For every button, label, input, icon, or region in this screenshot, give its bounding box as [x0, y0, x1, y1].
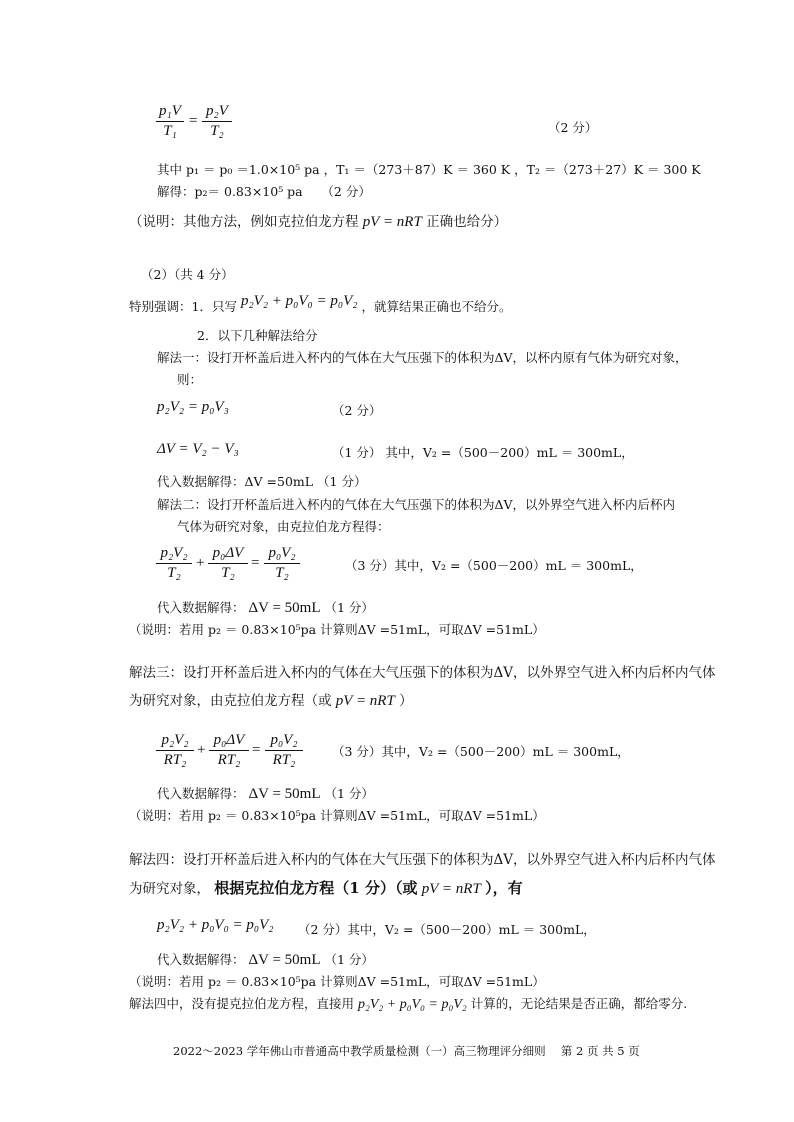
note-prefix: （说明：其他方法，例如克拉伯龙方程	[129, 214, 359, 230]
method1-score-a: （2 分）	[332, 403, 382, 418]
method1-result: 代入数据解得：ΔV =50mL （1 分）	[157, 474, 367, 489]
fraction-bar	[156, 563, 192, 564]
method3-note: （说明：若用 p₂ ＝ 0.83×10⁵pa 计算则ΔV =51mL，可取ΔV =51mL）	[129, 808, 545, 823]
method3-fraction-1	[156, 732, 194, 769]
method4-result	[157, 950, 374, 969]
method3-fraction-2	[209, 732, 249, 769]
plus-sign: +	[197, 742, 206, 758]
method4-line1: 解法四：设打开杯盖后进入杯内的气体在大气压强下的体积为ΔV，以外界空气进入杯内后杯内气体	[129, 852, 716, 868]
method2-line2: 气体为研究对象，由克拉伯龙方程得：	[177, 519, 390, 534]
denominator: T₂	[221, 565, 235, 581]
method1-line2: 则：	[177, 372, 203, 387]
fraction-bar	[156, 121, 184, 122]
method2-fraction-2	[208, 545, 248, 582]
final-equation: p₂V₂ + p₀V₀ = p₀V₂	[358, 997, 467, 1012]
result-equation: ΔV = 50mL	[248, 786, 321, 802]
fraction-p2V-T2	[202, 103, 232, 140]
result-score: （1 分）	[324, 952, 374, 967]
result-equation: ΔV = 50mL	[248, 600, 321, 616]
method1-score-b: （1 分） 其中，V₂ =（500－200）mL ＝ 300mL，	[332, 445, 634, 460]
result-prefix: 代入数据解得：	[157, 786, 245, 801]
page-footer: 2022～2023 学年佛山市普通高中教学质量检测（一）高三物理评分细则 第 2 页 共 5 页	[173, 1044, 640, 1058]
fraction-bar	[265, 750, 303, 751]
method2-note: （说明：若用 p₂ ＝ 0.83×10⁵pa 计算则ΔV =51mL，可取ΔV =51mL）	[129, 622, 545, 637]
result-score: （1 分）	[324, 786, 374, 801]
denominator: RT₂	[163, 752, 187, 768]
method2-line1: 解法二：设打开杯盖后进入杯内的气体在大气压强下的体积为ΔV，以外界空气进入杯内后杯内	[157, 497, 676, 512]
solve-p2-line: 解得：p₂＝ 0.83×10⁵ pa （2 分）	[157, 184, 371, 199]
method3-score: （3 分）其中，V₂ =（500－200）mL ＝ 300mL，	[332, 744, 630, 759]
result-equation: ΔV = 50mL	[248, 952, 321, 968]
denominator: T₂	[167, 565, 181, 581]
special-suffix: ，就算结果正确也不给分。	[361, 299, 512, 314]
special-prefix: 特别强调：1．只写	[129, 299, 237, 314]
equals-sign: =	[251, 555, 260, 571]
numerator: p₂V	[206, 103, 228, 119]
method3-line1: 解法三：设打开杯盖后进入杯内的气体在大气压强下的体积为ΔV，以外界空气进入杯内后杯内气体	[129, 665, 716, 681]
part2-header: （2）（共 4 分）	[141, 267, 234, 282]
score-eq1: （2 分）	[548, 120, 598, 135]
equals-sign: =	[252, 742, 261, 758]
note-suffix: 正确也给分）	[426, 214, 508, 230]
fraction-bar	[208, 563, 248, 564]
line-bold: 根据克拉伯龙方程（1 分）（或	[214, 879, 418, 897]
fraction-bar	[202, 121, 232, 122]
method2-result	[157, 598, 374, 617]
method3-line2	[129, 689, 413, 710]
final-suffix: 计算的，无论结果是否正确，都给零分.	[470, 996, 688, 1011]
method4-line2	[129, 877, 523, 898]
denominator: RT₂	[272, 752, 296, 768]
method4-note: （说明：若用 p₂ ＝ 0.83×10⁵pa 计算则ΔV =51mL，可取ΔV =51mL）	[129, 974, 545, 989]
method4-final-line	[129, 994, 687, 1013]
method1-equation-b: ΔV = V₂ − V₃	[157, 441, 239, 457]
denominator: T₂	[210, 123, 224, 139]
result-prefix: 代入数据解得：	[157, 600, 245, 615]
numerator: p₂V₂	[161, 732, 189, 748]
result-prefix: 代入数据解得：	[157, 952, 245, 967]
method4-equation: p₂V₂ + p₀V₀ = p₀V₂	[157, 917, 274, 933]
method3-fraction-3	[265, 732, 303, 769]
fraction-bar	[264, 563, 300, 564]
method2-fraction-1	[156, 545, 192, 582]
line-suffix: ），有	[485, 879, 523, 897]
denominator: T₁	[163, 123, 177, 139]
final-prefix: 解法四中，没有提克拉伯龙方程，直接用	[129, 996, 355, 1011]
line-equation: pV = nRT	[421, 881, 481, 897]
numerator: p₂V₂	[160, 545, 188, 561]
equals-sign: =	[189, 113, 198, 129]
numerator: p₀V₂	[268, 545, 296, 561]
special-item-2: 2．以下几种解法给分	[197, 328, 318, 343]
numerator: p₀ΔV	[212, 545, 244, 561]
denominator: RT₂	[217, 752, 241, 768]
method1-line1: 解法一：设打开杯盖后进入杯内的气体在大气压强下的体积为ΔV，以杯内原有气体为研究对象，	[157, 350, 688, 365]
note-equation: pV = nRT	[362, 214, 422, 230]
given-values-line: 其中 p₁ ＝ p₀ ＝1.0×10⁵ pa ，T₁ ＝（273＋87）K ＝ 360 K ，T₂ ＝（273＋27）K ＝ 300 K	[157, 162, 701, 177]
fraction-p1V-T1	[156, 103, 184, 140]
line-suffix: ）	[399, 693, 413, 709]
note-clapeyron	[129, 210, 507, 231]
result-score: （1 分）	[324, 600, 374, 615]
method3-result	[157, 784, 374, 803]
method4-score: （2 分）其中，V₂ =（500－200）mL ＝ 300mL，	[298, 922, 596, 937]
numerator: p₁V	[159, 103, 181, 119]
plus-sign: +	[196, 555, 205, 571]
numerator: p₀V₂	[270, 732, 298, 748]
line-prefix: 为研究对象，由克拉伯龙方程（或	[129, 693, 332, 709]
line-equation: pV = nRT	[335, 693, 395, 709]
fraction-bar	[209, 750, 249, 751]
numerator: p₀ΔV	[213, 732, 245, 748]
method2-fraction-3	[264, 545, 300, 582]
line-prefix: 为研究对象，	[129, 881, 210, 897]
special-equation: p₂V₂ + p₀V₀ = p₀V₂	[240, 293, 358, 309]
fraction-bar	[156, 750, 194, 751]
method2-score: （3 分）其中，V₂ =（500－200）mL ＝ 300mL，	[345, 558, 643, 573]
denominator: T₂	[275, 565, 289, 581]
special-emphasis-line	[129, 293, 512, 316]
method1-equation-a: p₂V₂ = p₀V₃	[157, 399, 229, 415]
